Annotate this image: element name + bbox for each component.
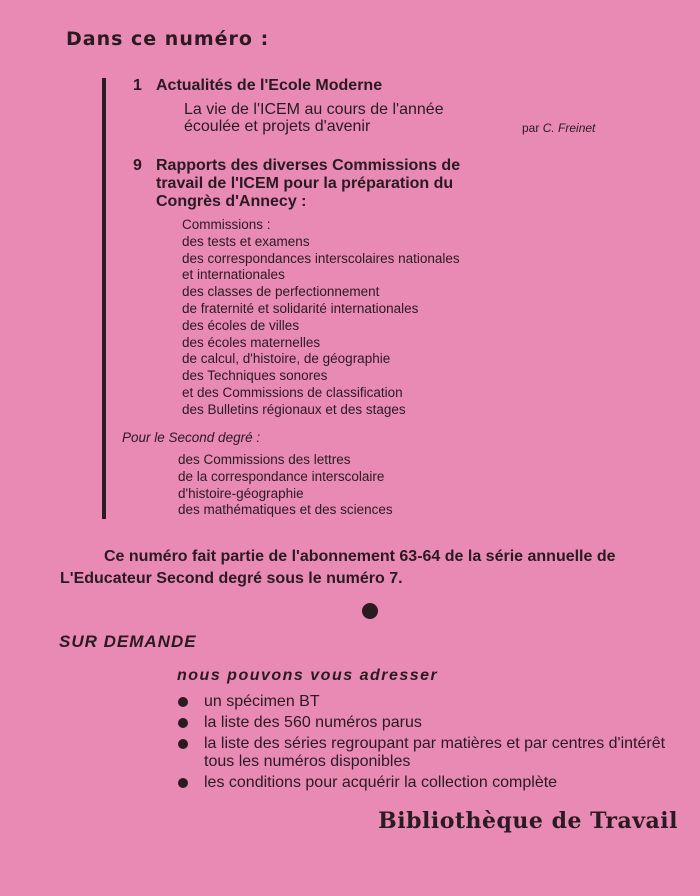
- list-item: [176, 774, 688, 792]
- entry-1-page-number: 1: [133, 77, 142, 94]
- list-item: des mathématiques et des sciences: [178, 502, 393, 518]
- list-item: [176, 693, 688, 711]
- subscription-note: Ce numéro fait partie de l'abonnement 63-64 de la série annuelle de L'Educateur Second degré sous le numéro 7.: [60, 548, 616, 587]
- list-item: des Commissions des lettres: [178, 452, 351, 467]
- entry-1-description: [184, 101, 444, 135]
- list-item-text: la liste des 560 numéros parus: [204, 714, 422, 731]
- list-item: Commissions :: [182, 217, 271, 232]
- list-item: [176, 735, 688, 770]
- list-item: de calcul, d'histoire, de géographie: [182, 351, 391, 367]
- bullet-icon: [178, 718, 188, 728]
- entry-1-byline: [522, 121, 595, 135]
- on-demand-heading: SUR DEMANDE: [59, 632, 197, 651]
- contents-heading: Dans ce numéro :: [66, 28, 270, 50]
- list-item: [176, 714, 688, 732]
- list-item: des Bulletins régionaux et des stages: [182, 401, 406, 417]
- list-item-text: les conditions pour acquérir la collection complète: [204, 773, 558, 791]
- list-item-text: la liste des séries regroupant par matières et par centres d'intérêt tous les numéros disponibles: [204, 735, 666, 770]
- entry-9-title-line: travail de l'ICEM pour la préparation du: [156, 175, 454, 192]
- entry-1-title: Actualités de l'Ecole Moderne: [156, 77, 383, 94]
- list-item: de fraternité et solidarité internationales: [182, 300, 419, 316]
- entry-9-title: [156, 157, 460, 211]
- list-item: des écoles de villes: [182, 317, 300, 333]
- list-item: d'histoire-géographie: [178, 485, 304, 501]
- byline-prefix: par: [522, 121, 540, 135]
- contents-vertical-rule: [102, 78, 106, 519]
- offer-list: [176, 693, 688, 795]
- entry-9-title-line: Congrès d'Annecy :: [156, 193, 307, 210]
- byline-author: C. Freinet: [542, 121, 596, 135]
- entry-1-description-line: La vie de l'ICEM au cours de l'année: [184, 101, 444, 118]
- list-item-text: un spécimen BT: [204, 693, 320, 710]
- brand-name: Bibliothèque de Travail: [378, 808, 678, 834]
- list-item: des tests et examens: [182, 233, 310, 249]
- entry-9-page-number: 9: [133, 157, 142, 174]
- second-degree-label: Pour le Second degré :: [122, 430, 261, 445]
- offer-subheading: nous pouvons vous adresser: [177, 667, 439, 684]
- list-item: des Techniques sonores: [182, 368, 328, 384]
- bullet-icon: [178, 778, 188, 788]
- separator-dot-icon: [362, 603, 378, 619]
- list-item: des écoles maternelles: [182, 334, 321, 350]
- commissions-list: [182, 217, 460, 419]
- second-degree-list: [178, 452, 393, 519]
- list-item: des classes de perfectionnement: [182, 284, 380, 300]
- list-item: et des Commissions de classification: [182, 384, 403, 400]
- bullet-icon: [178, 739, 188, 749]
- entry-1-description-line: écoulée et projets d'avenir: [184, 118, 371, 135]
- entry-9-title-line: Rapports des diverses Commissions de: [156, 157, 461, 174]
- list-item: des correspondances interscolaires nationales: [182, 250, 460, 266]
- bullet-icon: [178, 697, 188, 707]
- list-item: et internationales: [182, 267, 285, 283]
- list-item: de la correspondance interscolaire: [178, 468, 385, 484]
